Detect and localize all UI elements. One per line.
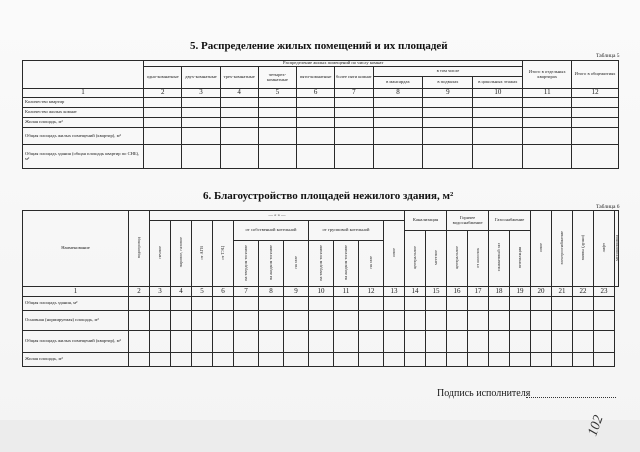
table6-col-central: центральное xyxy=(411,246,417,270)
table5-total-dorm: Итого в общежитиях xyxy=(572,61,619,89)
table5-title: 5. Распределение жилых помещений и их площадей xyxy=(190,40,448,52)
table5-colnum: 11 xyxy=(523,89,572,98)
table6-col-own-solid: на твердом топливе xyxy=(242,244,248,281)
table6-colnum: 1 xyxy=(23,287,129,297)
table6-colnum: 2 xyxy=(129,287,150,297)
table5-room-3: трех-комнатные xyxy=(220,67,258,89)
table5-header-group: Распределение жилых помещений по числу комнат xyxy=(144,61,523,67)
table5-room-5: пяти-комнатные xyxy=(297,67,335,89)
table6-colnum: 17 xyxy=(468,287,489,297)
table5-room-6: более пяти комнат xyxy=(335,67,373,89)
table5-colnum: 7 xyxy=(335,89,373,98)
table6-col-grp-solid: на твердом топливе xyxy=(317,244,323,281)
table6-colnum: 21 xyxy=(552,287,573,297)
table6-colnum: 20 xyxy=(531,287,552,297)
table5-colnum: 6 xyxy=(297,89,335,98)
table6-colnum: 22 xyxy=(573,287,594,297)
table5-colnum: 1 xyxy=(23,89,144,98)
table6-colnum: 8 xyxy=(259,287,284,297)
table6-colnum: 15 xyxy=(426,287,447,297)
table5-colnum: 8 xyxy=(373,89,423,98)
table6-col-water: водопровод xyxy=(135,237,141,259)
table5-label: Таблица 5 xyxy=(596,53,620,59)
table6-colnum: 9 xyxy=(284,287,309,297)
table5-colnum: 4 xyxy=(220,89,258,98)
table6-own-boiler: от собственной котельной xyxy=(234,221,309,241)
table5-room-1: одно-комнатные xyxy=(144,67,182,89)
table6-colnum: 4 xyxy=(171,287,192,297)
table5-row-label: Общая площадь здания (общая площадь квартир по СНБ), м² xyxy=(23,145,144,169)
table6-col-central-hw: центральное xyxy=(453,246,459,270)
table6-col-other: иное xyxy=(390,248,396,257)
table6-colnum: 13 xyxy=(384,287,405,297)
table5-incl-attic: в мансардах xyxy=(373,77,423,89)
table5-blank-corner xyxy=(23,61,144,89)
table5-row-label: Общая площадь жилых помещений (квартир), м² xyxy=(23,128,144,145)
table6-colnum: 7 xyxy=(234,287,259,297)
table5-incl-basement: в подвалах xyxy=(423,77,473,89)
table6-col-from-heat: от колонок xyxy=(474,247,480,268)
table6-col-steam: паровое, газовое xyxy=(177,237,183,268)
table6-col-tec: от ТЭЦ xyxy=(219,245,225,260)
table5-incl-ground: в цокольных этажах xyxy=(473,77,523,89)
table6-top-group: — « » — xyxy=(150,211,405,221)
table6-colnum: 10 xyxy=(309,287,334,297)
table5-colnum: 9 xyxy=(423,89,473,98)
table5-colnum: 5 xyxy=(258,89,296,98)
table6-col-grp-liquid: на жидком топливе xyxy=(342,245,348,281)
table6-col-grp-gas: на газе xyxy=(367,256,373,269)
table5-colnum: 3 xyxy=(182,89,220,98)
table6-col-local: местное xyxy=(432,250,438,266)
table6-col-lift: лифт xyxy=(600,243,606,253)
table6-col-own-gas: на газе xyxy=(292,256,298,269)
table5 xyxy=(22,60,619,169)
table6-colnum: 12 xyxy=(359,287,384,297)
table5-room-4: четырех-комнатные xyxy=(258,67,296,89)
table6-title: 6. Благоустройство площадей нежилого здания, м² xyxy=(203,190,454,202)
table5-incl-label: в том числе xyxy=(373,67,523,77)
table6-colnum: 5 xyxy=(192,287,213,297)
table5-colnum: 12 xyxy=(572,89,619,98)
table6-colnum: 11 xyxy=(334,287,359,297)
table6-sewer: Канализация xyxy=(405,211,447,231)
table6-label: Таблица 6 xyxy=(596,204,620,210)
page-mark: 102 xyxy=(585,413,607,439)
table6-hot-water: Горячее водоснабжение xyxy=(447,211,489,231)
table6-col-baths: ванны (души) xyxy=(579,234,585,261)
table5-row-label: Количество квартир xyxy=(23,98,144,108)
table6-colnum: 18 xyxy=(489,287,510,297)
table6-col-ventilation: вентиляция xyxy=(516,247,522,269)
table6-col-own-liquid: на жидком топливе xyxy=(267,245,273,281)
table6-col-other-g: иное xyxy=(537,243,543,252)
table6-col-garbage: мусоропровод xyxy=(614,234,620,261)
table5-row-label: Жилая площадь, м² xyxy=(23,118,144,128)
signature-line xyxy=(526,397,616,398)
signature-label: Подпись исполнителя xyxy=(437,388,531,399)
table5-room-2: двух-комнатные xyxy=(182,67,220,89)
scan-bottom-strip xyxy=(0,420,640,452)
table6-colnum: 6 xyxy=(213,287,234,297)
table6-col-agv: от АГВ xyxy=(198,245,204,260)
table6-colnum: 23 xyxy=(594,287,615,297)
table6-col-liquefied: сжиженный газ xyxy=(495,243,501,272)
table5-colnum: 2 xyxy=(144,89,182,98)
table6-name-col: Наименование xyxy=(23,211,129,287)
table6-colnum: 16 xyxy=(447,287,468,297)
table6-row-label: Жилая площадь, м² xyxy=(23,353,129,367)
table6-group-boiler: от групповой котельной xyxy=(309,221,384,241)
table6-row-label: Основная (нормируемая) площадь, м² xyxy=(23,311,129,331)
table6-col-electric: электроснабжение xyxy=(558,230,564,265)
table6-gas: Газоснабжение xyxy=(489,211,531,231)
table6-colnum: 19 xyxy=(510,287,531,297)
table6-row-label: Общая площадь жилых помещений (квартир), м² xyxy=(23,331,129,353)
table5-row-label: Количество жилых комнат xyxy=(23,108,144,118)
table6-col-stoves: печное xyxy=(156,246,162,259)
table6-row-label: Общая площадь здания, м² xyxy=(23,297,129,311)
table5-total-separate: Итого в отдельных квартирах xyxy=(523,61,572,89)
table6-colnum: 14 xyxy=(405,287,426,297)
table6-colnum: 3 xyxy=(150,287,171,297)
table5-colnum: 10 xyxy=(473,89,523,98)
table6 xyxy=(22,210,619,367)
